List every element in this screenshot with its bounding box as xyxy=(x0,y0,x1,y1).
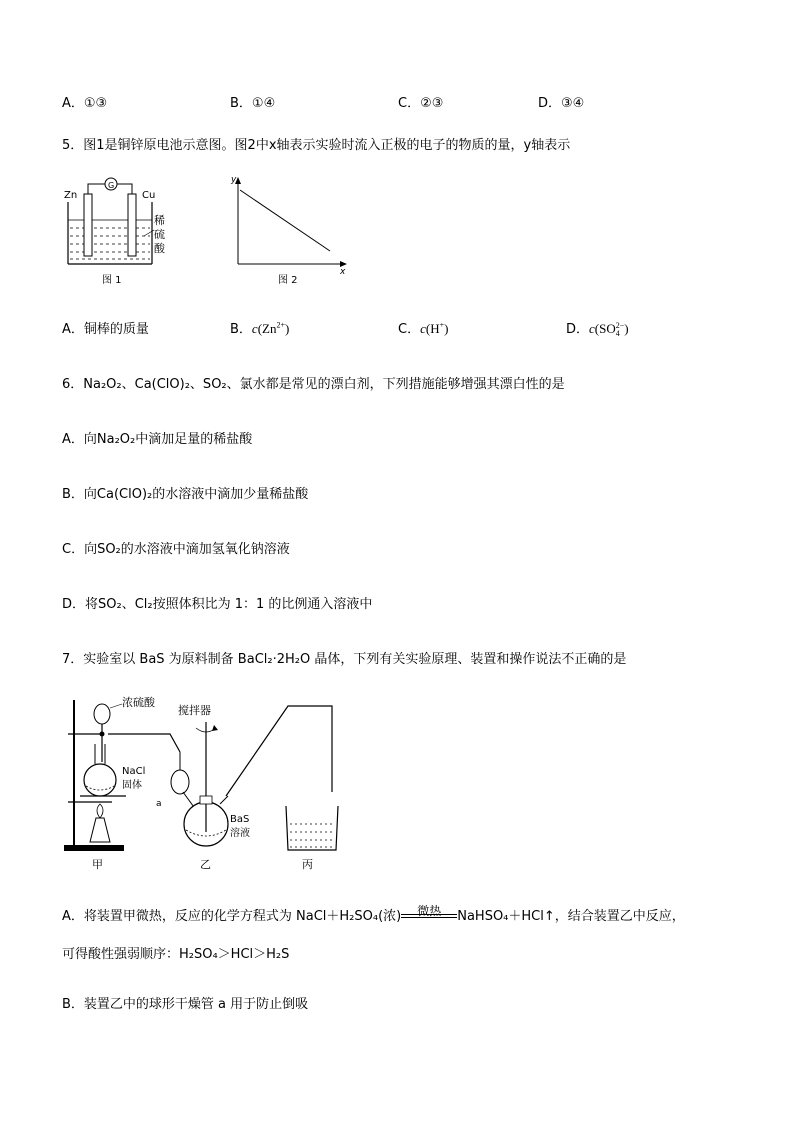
cu-label: Cu xyxy=(142,190,156,201)
fig1-caption: 图 1 xyxy=(102,275,122,286)
q4-option-a: A．①③ xyxy=(62,96,108,111)
q5-stem: 5．图1是铜锌原电池示意图。图2中x轴表示实验时流入正极的电子的物质的量，y轴表示 xyxy=(62,138,571,153)
label-bing: 丙 xyxy=(302,858,313,871)
x-axis-label: x xyxy=(340,267,346,277)
fig2-caption: 图 2 xyxy=(278,275,298,286)
q7-option-a-line2: 可得酸性强弱顺序：H₂SO₄＞HCl＞H₂S xyxy=(62,947,290,962)
q6-option-c: C．向SO₂的水溶液中滴加氢氧化钠溶液 xyxy=(62,542,290,557)
conc-acid-label: 浓硫酸 xyxy=(122,696,155,709)
label-yi: 乙 xyxy=(200,858,211,871)
galvanic-cell-diagram xyxy=(64,178,166,286)
bas-label: BaS xyxy=(230,814,250,825)
y-vs-x-graph xyxy=(230,175,347,286)
q5-figures xyxy=(60,168,360,290)
q5-option-b: B．$c(Zn^{2+})$ xyxy=(230,320,290,337)
q7-apparatus-diagram xyxy=(60,692,350,872)
acid-label-3: 酸 xyxy=(154,242,165,255)
q6-option-a: A．向Na₂O₂中滴加足量的稀盐酸 xyxy=(62,432,253,447)
galvanometer-label: G xyxy=(108,181,115,190)
q7-stem: 7．实验室以 BaS 为原料制备 BaCl₂·2H₂O 晶体，下列有关实验原理、装置和操作说法不正确的是 xyxy=(62,652,627,667)
nacl-label: NaCl xyxy=(122,766,146,777)
zn-label: Zn xyxy=(64,190,78,201)
q4-option-d: D．③④ xyxy=(538,96,585,111)
q7-option-a-line1: A．将装置甲微热，反应的化学方程式为 NaCl＋H₂SO₄(浓) 微热 NaHSO₄＋HCl↑，结合装置乙中反应， xyxy=(62,904,685,924)
acid-label-1: 稀 xyxy=(154,214,165,227)
apparatus-jia xyxy=(64,695,180,871)
q6-stem: 6．Na₂O₂、Ca(ClO)₂、SO₂、氯水都是常见的漂白剂，下列措施能够增强其漂白性的是 xyxy=(62,377,565,392)
q7-option-b: B．装置乙中的球形干燥管 a 用于防止倒吸 xyxy=(62,997,309,1012)
acid-label-2: 硫 xyxy=(154,228,165,241)
drying-tube-label: a xyxy=(156,799,162,809)
apparatus-bing xyxy=(286,806,338,871)
q4-option-b: B．①④ xyxy=(230,96,276,111)
solid-label: 固体 xyxy=(122,780,142,791)
q4-option-c: C．②③ xyxy=(398,96,444,111)
q5-option-c: C．c(H+) xyxy=(398,320,449,337)
q5-option-a: A．铜棒的质量 xyxy=(62,322,149,337)
q6-option-d: D．将SO₂、Cl₂按照体积比为 1：1 的比例通入溶液中 xyxy=(62,597,373,612)
stirrer-label: 搅拌器 xyxy=(178,704,211,717)
q6-option-b: B．向Ca(ClO)₂的水溶液中滴加少量稀盐酸 xyxy=(62,487,309,502)
y-axis-label: y xyxy=(231,175,237,185)
label-jia: 甲 xyxy=(92,858,103,871)
q5-option-d: D．c(SO 2− 4 ) xyxy=(566,320,629,338)
apparatus-yi xyxy=(156,703,332,871)
solution-label: 溶液 xyxy=(230,828,250,839)
